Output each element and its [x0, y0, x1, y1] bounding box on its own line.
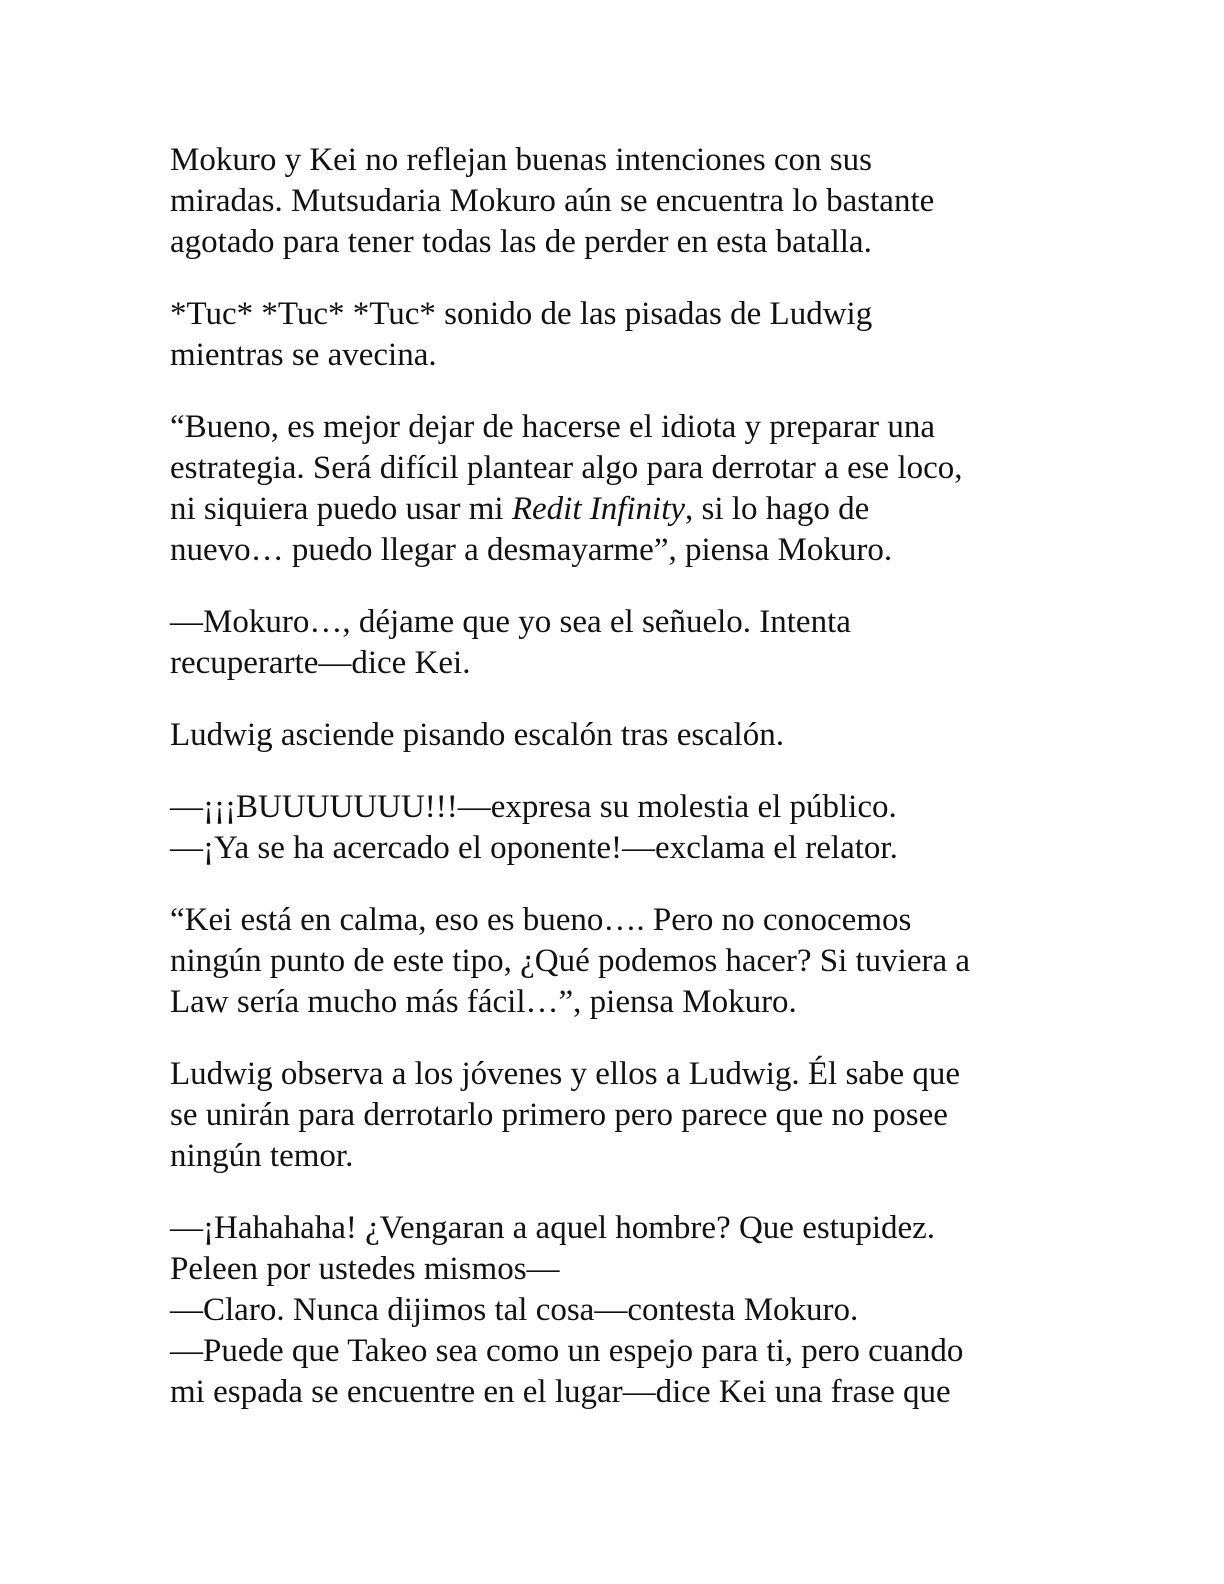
- text-line: recuperarte—dice Kei.: [170, 645, 471, 681]
- paragraph-4: [170, 602, 1050, 684]
- text-line: ningún punto de este tipo, ¿Qué podemos hacer? Si tuviera a: [170, 943, 971, 979]
- text-line: Law sería mucho más fácil…”, piensa Mokuro.: [170, 984, 797, 1020]
- body-text: [170, 140, 1050, 1444]
- text-line: —Mokuro…, déjame que yo sea el señuelo. Intenta: [170, 604, 851, 640]
- text-line: —¡Ya se ha acercado el oponente!—exclama el relator.: [170, 830, 898, 866]
- paragraph-5: [170, 715, 1050, 756]
- text-segment: , si lo hago de: [685, 491, 870, 527]
- text-line: se unirán para derrotarlo primero pero parece que no posee: [170, 1097, 948, 1133]
- text-line: nuevo… puedo llegar a desmayarme”, piensa Mokuro.: [170, 532, 893, 568]
- text-segment: ni siquiera puedo usar mi: [170, 491, 512, 527]
- text-line: —¡Hahahaha! ¿Vengaran a aquel hombre? Que estupidez.: [170, 1210, 936, 1246]
- paragraph-8: [170, 1054, 1050, 1177]
- text-line: [170, 489, 1050, 530]
- text-line: Ludwig asciende pisando escalón tras escalón.: [170, 717, 784, 753]
- text-line: *Tuc* *Tuc* *Tuc* sonido de las pisadas de Ludwig: [170, 296, 873, 332]
- paragraph-2: [170, 294, 1050, 376]
- text-line: mi espada se encuentre en el lugar—dice Kei una frase que: [170, 1374, 951, 1410]
- text-line: —¡¡¡BUUUUUUU!!!—expresa su molestia el público.: [170, 789, 897, 825]
- text-line: estrategia. Será difícil plantear algo para derrotar a ese loco,: [170, 450, 963, 486]
- text-line: “Bueno, es mejor dejar de hacerse el idiota y preparar una: [170, 409, 936, 445]
- text-line: agotado para tener todas las de perder en esta batalla.: [170, 224, 872, 260]
- text-line: miradas. Mutsudaria Mokuro aún se encuentra lo bastante: [170, 183, 935, 219]
- text-line: Peleen por ustedes mismos—: [170, 1251, 560, 1287]
- paragraph-7: [170, 900, 1050, 1023]
- text-line: “Kei está en calma, eso es bueno…. Pero no conocemos: [170, 902, 912, 938]
- paragraph-1: [170, 140, 1050, 263]
- text-line: mientras se avecina.: [170, 337, 437, 373]
- text-line: —Puede que Takeo sea como un espejo para ti, pero cuando: [170, 1333, 964, 1369]
- text-line: Mokuro y Kei no reflejan buenas intenciones con sus: [170, 142, 872, 178]
- italic-term: Redit Infinity: [511, 491, 686, 527]
- paragraph-3: [170, 407, 1050, 571]
- text-line: —Claro. Nunca dijimos tal cosa—contesta Mokuro.: [170, 1292, 859, 1328]
- paragraph-9: [170, 1208, 1050, 1413]
- text-line: Ludwig observa a los jóvenes y ellos a Ludwig. Él sabe que: [170, 1056, 960, 1092]
- text-line: ningún temor.: [170, 1138, 354, 1174]
- paragraph-6: [170, 787, 1050, 869]
